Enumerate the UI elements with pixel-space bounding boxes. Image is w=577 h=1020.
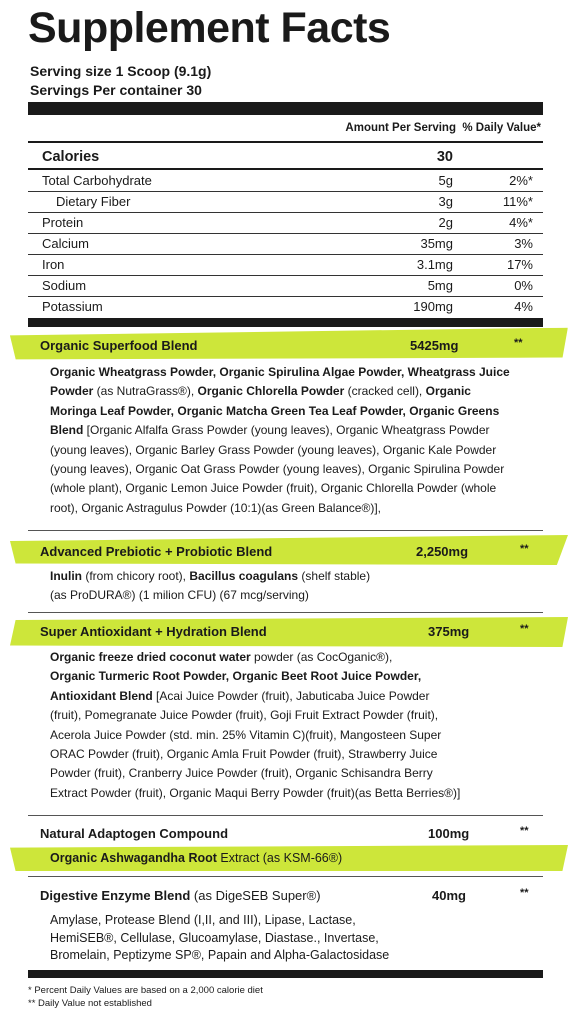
calories-row bbox=[28, 146, 543, 168]
ingredient-text: (cracked cell), bbox=[344, 384, 426, 399]
ingredient-bold-text: Organic Wheatgrass Powder, Organic Spirulina Algae Powder, Wheatgrass Juice bbox=[50, 365, 510, 379]
ingredient-line bbox=[50, 421, 510, 440]
ingredient-bold-text: Organic freeze dried coconut water bbox=[50, 650, 251, 664]
nutrient-row bbox=[28, 170, 543, 192]
ingredient-bold-text: Moringa Leaf Powder, Organic Matcha Green Tea Leaf Powder, Organic Greens bbox=[50, 403, 500, 418]
ingredients-enzyme bbox=[50, 912, 389, 965]
ingredients-adaptogen bbox=[50, 849, 342, 868]
nutrient-label: Sodium bbox=[42, 278, 87, 293]
nutrient-label: Iron bbox=[42, 257, 65, 272]
nutrient-row bbox=[28, 275, 543, 297]
blend-dv: ** bbox=[520, 543, 529, 555]
nutrient-label: Protein bbox=[42, 215, 84, 230]
ingredient-line bbox=[50, 706, 460, 725]
ingredients-antioxidant bbox=[50, 648, 460, 803]
ingredient-bold-text: Organic bbox=[425, 384, 471, 399]
ingredient-line bbox=[50, 930, 389, 948]
ingredient-text: (whole plant), Organic Lemon Juice Powder (fruit), Organic Chlorella Powder (whole bbox=[50, 481, 497, 496]
amount-header: Amount Per Serving bbox=[345, 122, 456, 134]
dv-header: % Daily Value* bbox=[462, 122, 541, 134]
ingredient-line bbox=[50, 784, 460, 803]
ingredient-bold-text: Blend bbox=[50, 423, 84, 438]
ingredient-line bbox=[50, 726, 460, 745]
ingredient-text: Extract Powder (fruit), Organic Maqui Berry Powder (fruit)(as Betta Berries®)] bbox=[50, 785, 461, 800]
blend-name: Organic Superfood Blend bbox=[40, 338, 198, 353]
divider bbox=[28, 612, 543, 613]
nutrient-label: Calcium bbox=[42, 236, 89, 251]
nutrient-dv: 4% bbox=[514, 299, 533, 314]
ingredient-text: powder (as CocOganic®), bbox=[250, 650, 393, 664]
ingredient-line bbox=[50, 648, 460, 667]
ingredient-text: HemiSEB®, Cellulase, Glucoamylase, Diastase., Invertase, bbox=[50, 930, 379, 945]
blend-amount: 100mg bbox=[428, 826, 470, 841]
nutrient-row bbox=[28, 254, 543, 276]
calories-label: Calories bbox=[42, 149, 100, 165]
ingredient-line bbox=[50, 460, 510, 479]
nutrient-row bbox=[28, 233, 543, 255]
ingredient-text: root), Organic Astragulus Powder (10:1)(as Green Balance®)], bbox=[50, 500, 381, 515]
thick-divider bbox=[28, 102, 543, 115]
ingredient-line bbox=[50, 567, 370, 586]
nutrient-dv: 17% bbox=[506, 257, 533, 272]
thick-divider bbox=[28, 318, 543, 327]
nutrient-amount: 35mg bbox=[420, 236, 453, 251]
ingredient-text: Bromelain, Peptizyme SP®, Papain and Alpha-Galactosidase bbox=[50, 948, 390, 962]
blend-name: Super Antioxidant + Hydration Blend bbox=[40, 624, 267, 639]
blend-name: Digestive Enzyme Blend bbox=[40, 888, 191, 903]
nutrient-amount: 2g bbox=[438, 215, 453, 230]
blend-name: Natural Adaptogen Compound bbox=[40, 826, 229, 841]
blend-amount: 2,250mg bbox=[416, 544, 469, 559]
ingredient-text: (shelf stable) bbox=[298, 569, 371, 583]
nutrient-label: Dietary Fiber bbox=[56, 194, 131, 209]
blend-dv: ** bbox=[520, 887, 529, 899]
ingredient-text: Extract (as KSM-66®) bbox=[216, 851, 343, 865]
blend-name-suffix: (as DigeSEB Super®) bbox=[190, 888, 321, 903]
blend-dv: ** bbox=[520, 825, 529, 837]
ingredient-line bbox=[50, 745, 460, 764]
ingredient-text: ORAC Powder (fruit), Organic Amla Fruit Powder (fruit), Strawberry Juice bbox=[50, 747, 438, 762]
ingredient-text: Powder (fruit), Cranberry Juice Powder (fruit), Organic Schisandra Berry bbox=[50, 766, 433, 781]
column-header bbox=[345, 122, 541, 134]
nutrient-amount: 3g bbox=[438, 194, 453, 209]
ingredient-line bbox=[50, 586, 370, 605]
ingredient-line bbox=[50, 402, 510, 421]
ingredients-superfood bbox=[50, 363, 510, 518]
ingredient-line bbox=[50, 687, 460, 706]
nutrient-dv: 4%* bbox=[509, 215, 533, 230]
ingredient-bold-text: Organic Turmeric Root Powder, Organic Beet Root Juice Powder, bbox=[50, 669, 422, 684]
ingredient-line bbox=[50, 479, 510, 498]
thick-divider bbox=[28, 970, 543, 978]
divider bbox=[28, 530, 543, 531]
nutrient-label: Total Carbohydrate bbox=[42, 173, 152, 188]
nutrient-row bbox=[28, 296, 543, 317]
ingredient-line bbox=[50, 363, 510, 382]
ingredient-text: (as ProDURA®) (1 milion CFU) (67 mcg/serving) bbox=[50, 588, 309, 603]
nutrient-amount: 190mg bbox=[413, 299, 453, 314]
ingredient-text: (as NutraGrass®), bbox=[93, 384, 198, 399]
ingredient-bold-text: Bacillus coagulans bbox=[189, 569, 299, 583]
divider bbox=[28, 815, 543, 816]
nutrient-dv: 0% bbox=[514, 278, 533, 293]
servings-per-container: Servings Per container 30 bbox=[30, 82, 202, 98]
ingredient-line bbox=[50, 499, 510, 518]
blend-name: Advanced Prebiotic + Probiotic Blend bbox=[40, 544, 273, 559]
blend-amount: 5425mg bbox=[410, 338, 459, 353]
blend-amount: 375mg bbox=[428, 624, 470, 639]
nutrient-amount: 5mg bbox=[427, 278, 453, 293]
serving-size: Serving size 1 Scoop (9.1g) bbox=[30, 63, 212, 79]
nutrient-row bbox=[28, 191, 543, 213]
nutrient-amount: 3.1mg bbox=[416, 257, 453, 272]
ingredient-text: [Organic Alfalfa Grass Powder (young leaves), Organic Wheatgrass Powder bbox=[83, 423, 490, 438]
page-title: Supplement Facts bbox=[28, 4, 391, 52]
ingredient-line bbox=[50, 849, 342, 868]
nutrient-dv: 2%* bbox=[509, 173, 533, 188]
ingredient-bold-text: Organic Chlorella Powder bbox=[197, 384, 345, 399]
ingredient-bold-text: Inulin bbox=[50, 569, 82, 583]
footnote: * Percent Daily Values are based on a 2,000 calorie diet bbox=[28, 985, 263, 996]
ingredient-bold-text: Organic Ashwagandha Root bbox=[50, 851, 217, 865]
blend-dv: ** bbox=[514, 337, 523, 349]
nutrient-label: Potassium bbox=[42, 299, 103, 314]
header-divider bbox=[28, 141, 543, 143]
nutrient-row bbox=[28, 212, 543, 234]
blend-dv: ** bbox=[520, 623, 529, 635]
ingredient-text: Amylase, Protease Blend (I,II, and III), Lipase, Lactase, bbox=[50, 913, 356, 927]
divider bbox=[28, 876, 543, 877]
nutrient-dv: 11%* bbox=[502, 194, 533, 209]
ingredient-text: (young leaves), Organic Barley Grass Powder (young leaves), Organic Kale Powder bbox=[50, 442, 497, 457]
ingredient-line bbox=[50, 764, 460, 783]
ingredient-line bbox=[50, 382, 510, 401]
ingredient-bold-text: Powder bbox=[50, 384, 94, 399]
ingredient-text: Acerola Juice Powder (std. min. 25% Vitamin C)(fruit), Mangosteen Super bbox=[50, 727, 442, 742]
ingredient-text: (from chicory root), bbox=[82, 569, 190, 583]
nutrient-dv: 3% bbox=[514, 236, 533, 251]
footnote: ** Daily Value not established bbox=[28, 998, 152, 1009]
ingredient-line bbox=[50, 947, 389, 965]
ingredient-line bbox=[50, 667, 460, 686]
ingredient-text: (fruit), Pomegranate Juice Powder (fruit), Goji Fruit Extract Powder (fruit), bbox=[50, 708, 439, 723]
calories-value: 30 bbox=[436, 149, 453, 165]
ingredient-text: [Acai Juice Powder (fruit), Jabuticaba Juice Powder bbox=[152, 688, 430, 703]
ingredient-bold-text: Antioxidant Blend bbox=[50, 688, 153, 703]
blend-name-row bbox=[40, 888, 321, 903]
blend-amount: 40mg bbox=[432, 888, 466, 903]
ingredient-line bbox=[50, 912, 389, 930]
ingredients-probiotic bbox=[50, 567, 370, 606]
nutrient-amount: 5g bbox=[438, 173, 453, 188]
ingredient-line bbox=[50, 441, 510, 460]
ingredient-text: (young leaves), Organic Oat Grass Powder (young leaves), Organic Spirulina Powder bbox=[50, 462, 505, 477]
